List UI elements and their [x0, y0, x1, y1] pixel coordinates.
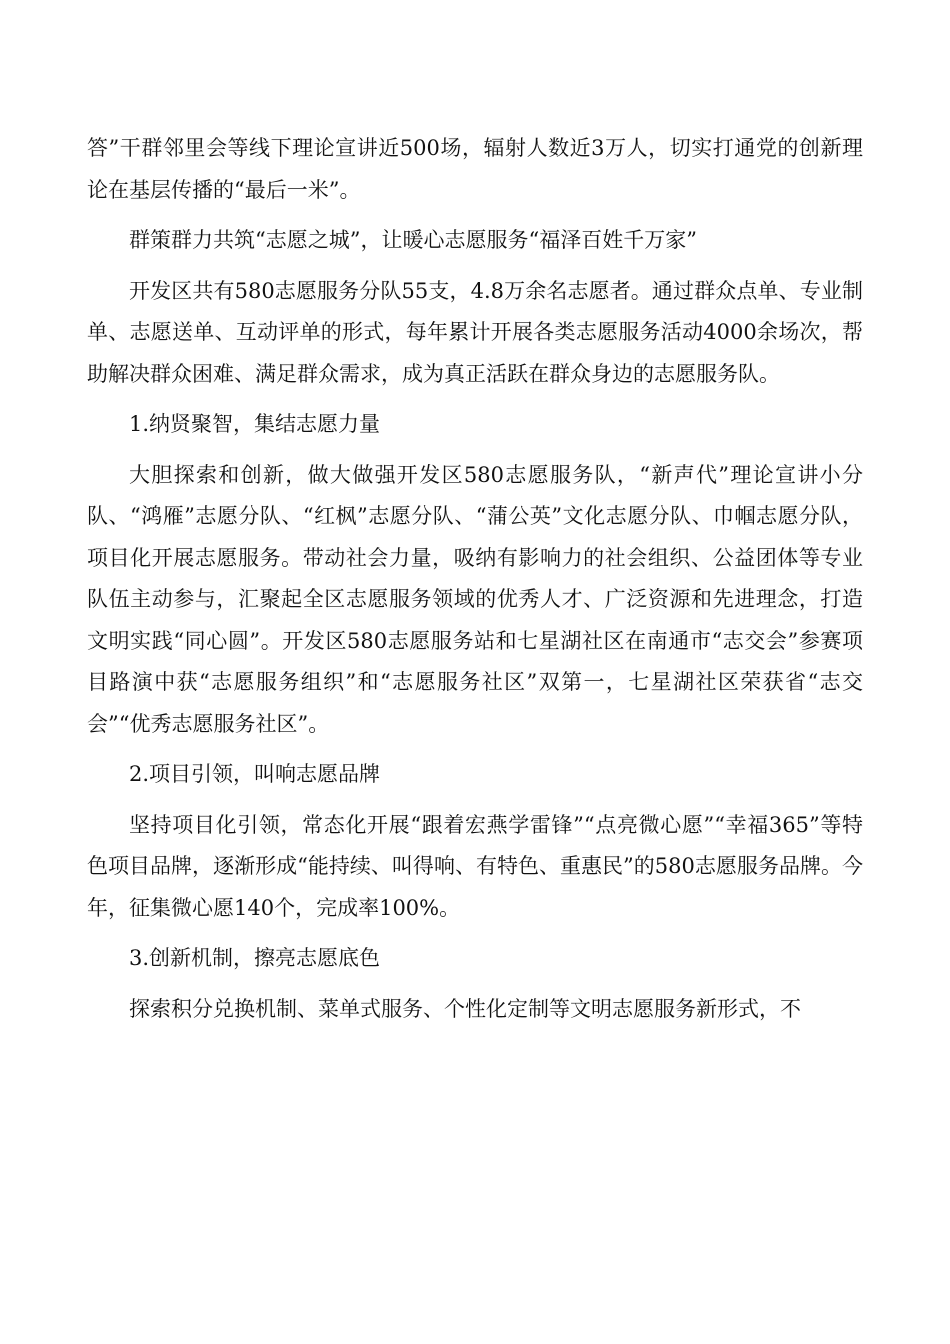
paragraph-project-brands: 坚持项目化引领，常态化开展“跟着宏燕学雷锋”“点亮微心愿”“幸福365”等特色项目品牌，逐渐形成“能持续、叫得响、有特色、重惠民”的580志愿服务品牌。今年，征集微心愿140个，完成率100%。 [87, 812, 863, 920]
section-heading: 群策群力共筑“志愿之城”，让暖心志愿服务“福泽百姓千万家” [129, 228, 697, 252]
sub-heading-2: 2.项目引领，叫响志愿品牌 [129, 762, 381, 786]
paragraph-mechanisms: 探索积分兑换机制、菜单式服务、个性化定制等文明志愿服务新形式，不 [129, 996, 801, 1021]
document-body [87, 128, 863, 1039]
sub-heading-3: 3.创新机制，擦亮志愿底色 [129, 946, 381, 970]
paragraph-volunteer-teams: 大胆探索和创新，做大做强开发区580志愿服务队，“新声代”理论宣讲小分队、“鸿雁”志愿分队、“红枫”志愿分队、“蒲公英”文化志愿分队、巾帼志愿分队，项目化开展志愿服务。带动社会力量，吸纳有影响力的社会组织、公益团体等专业队伍主动参与，汇聚起全区志愿服务领域的优秀人才、广泛资源和先进理念，打造文明实践“同心圆”。开发区580志愿服务站和七星湖社区在南通市“志交会”参赛项目路演中获“志愿服务组织”和“志愿服务社区”双第一，七星湖社区荣获省“志交会”“优秀志愿服务社区”。 [87, 462, 863, 736]
paragraph-continuation: 答”干群邻里会等线下理论宣讲近500场，辐射人数近3万人，切实打通党的创新理论在基层传播的“最后一米”。 [87, 136, 863, 202]
paragraph-volunteer-overview: 开发区共有580志愿服务分队55支，4.8万余名志愿者。通过群众点单、专业制单、志愿送单、互动评单的形式，每年累计开展各类志愿服务活动4000余场次，帮助解决群众困难、满足群众需求，成为真正活跃在群众身边的志愿服务队。 [87, 278, 863, 386]
sub-heading-1: 1.纳贤聚智，集结志愿力量 [129, 412, 381, 436]
